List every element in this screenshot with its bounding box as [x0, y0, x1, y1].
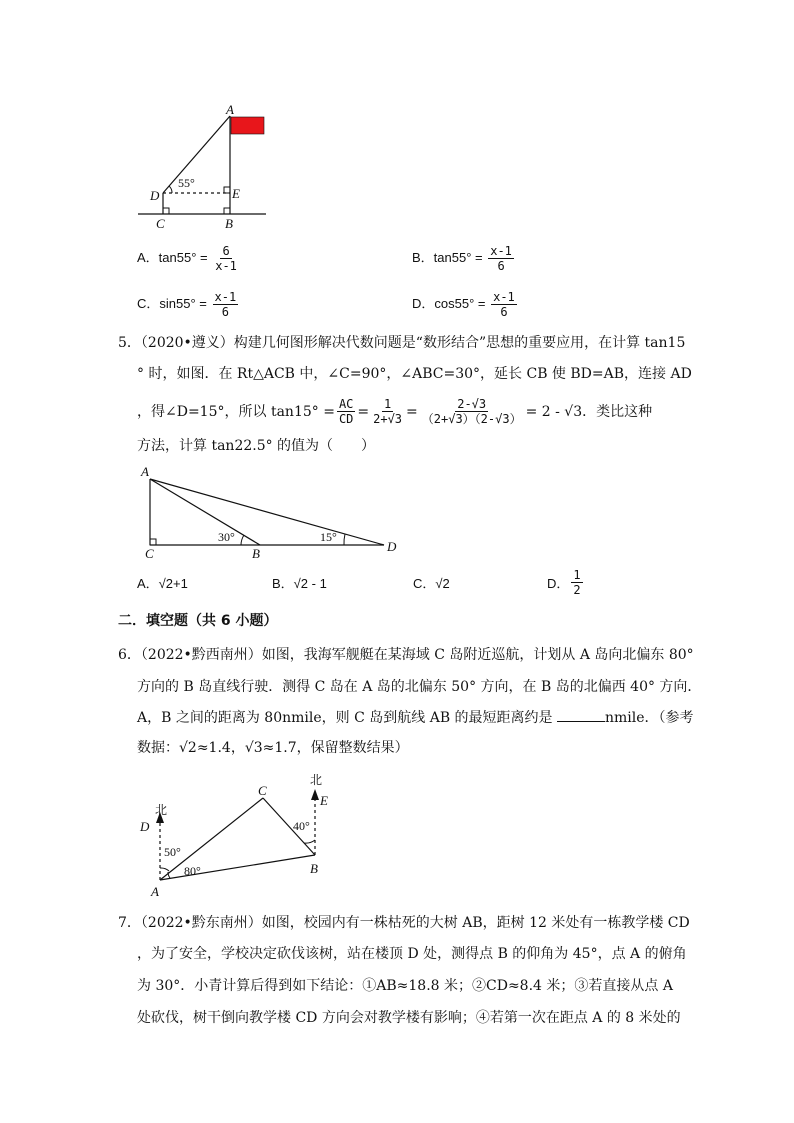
q4-option-b[interactable]: B．tan55° = $\frac{x-1}{6}$	[412, 244, 512, 273]
q7-line2: ，为了安全，学校决定砍伐该树，站在楼顶 D 处，测得点 B 的仰角为 45°，点 A 的俯角	[137, 946, 687, 962]
q4-option-a[interactable]: A．tan55° = $\frac{6}{x-1}$	[137, 244, 237, 273]
q6-label-B: B	[310, 861, 318, 876]
q6-line4: 数据：√2≈1.4，√3≈1.7，保留整数结果）	[137, 740, 409, 756]
q4-option-c[interactable]: C．sin55° = $\frac{x-1}{6}$	[137, 290, 237, 319]
q5-label-C: C	[145, 546, 154, 561]
label-C: C	[156, 216, 165, 231]
q6-label-C: C	[258, 783, 267, 798]
q6-angle-50: 50°	[164, 845, 181, 859]
q5-line2: ° 时，如图．在 Rt△ACB 中，∠C=90°，∠ABC=30°，延长 CB 使 BD=AB，连接 AD	[137, 366, 692, 382]
q6-line1: 6．（2022•黔西南州）如图，我海军舰艇在某海域 C 岛附近巡航，计划从 A 岛向北偏东 80°	[118, 647, 694, 663]
q6-line2: 方向的 B 岛直线行驶．测得 C 岛在 A 岛的北偏东 50° 方向，在 B 岛的北偏西 40° 方向．	[137, 679, 702, 695]
q6-label-E: E	[320, 793, 328, 808]
label-A: A	[226, 102, 234, 117]
q6-angle-40: 40°	[293, 819, 310, 833]
q6-line3: A，B 之间的距离为 80nmile，则 C 岛到航线 AB 的最短距离约是 nmile．（参考	[137, 707, 694, 728]
section-heading: 二．填空题（共 6 小题）	[118, 613, 278, 629]
q7-line1: 7．（2022•黔东南州）如图，校园内有一株枯死的大树 AB，距树 12 米处有一栋教学楼 CD	[118, 915, 690, 931]
q5-label-D: D	[387, 539, 397, 554]
q5-label-A: A	[141, 464, 149, 479]
angle-55: 55°	[178, 176, 195, 190]
q6-label-A: A	[151, 884, 159, 899]
q5-line4: 方法，计算 tan22.5° 的值为（ ）	[137, 438, 376, 454]
q6-label-D: D	[140, 819, 150, 834]
q5-line3: ，得∠D=15°，所以 tan15° = $\frac{AC}{CD}$ = $\frac{1}{2+√3}$ = $\frac{2-√3}{(2+√3)(2-√3)}$ = 2 - √3．类比这种	[137, 397, 653, 426]
label-D: D	[150, 188, 160, 203]
q5-option-a[interactable]: A．√2+1	[137, 576, 188, 591]
q4-option-d[interactable]: D．cos55° = $\frac{x-1}{6}$	[412, 290, 515, 319]
q5-option-c[interactable]: C．√2	[413, 576, 450, 591]
q7-line4: 处砍伐，树干倒向教学楼 CD 方向会对教学楼有影响；④若第一次在距点 A 的 8 米处的	[137, 1010, 681, 1026]
q6-angle-80: 80°	[184, 864, 201, 878]
q7-line3: 为 30°．小青计算后得到如下结论：①AB≈18.8 米；②CD≈8.4 米；③若直接从点 A	[137, 978, 673, 994]
q5-option-d[interactable]: D． $\frac{1}{2}$	[547, 568, 581, 597]
north-label-1: 北	[155, 803, 168, 817]
q5-angle-15: 15°	[320, 530, 337, 544]
q5-label-B: B	[252, 546, 260, 561]
q5-line1: 5．（2020•遵义）构建几何图形解决代数问题是“数形结合”思想的重要应用，在计算 tan15	[118, 335, 686, 351]
label-E: E	[232, 186, 240, 201]
label-B: B	[225, 216, 233, 231]
north-label-2: 北	[310, 773, 323, 787]
q5-option-b[interactable]: B．√2 - 1	[272, 576, 327, 591]
q5-angle-30: 30°	[218, 530, 235, 544]
